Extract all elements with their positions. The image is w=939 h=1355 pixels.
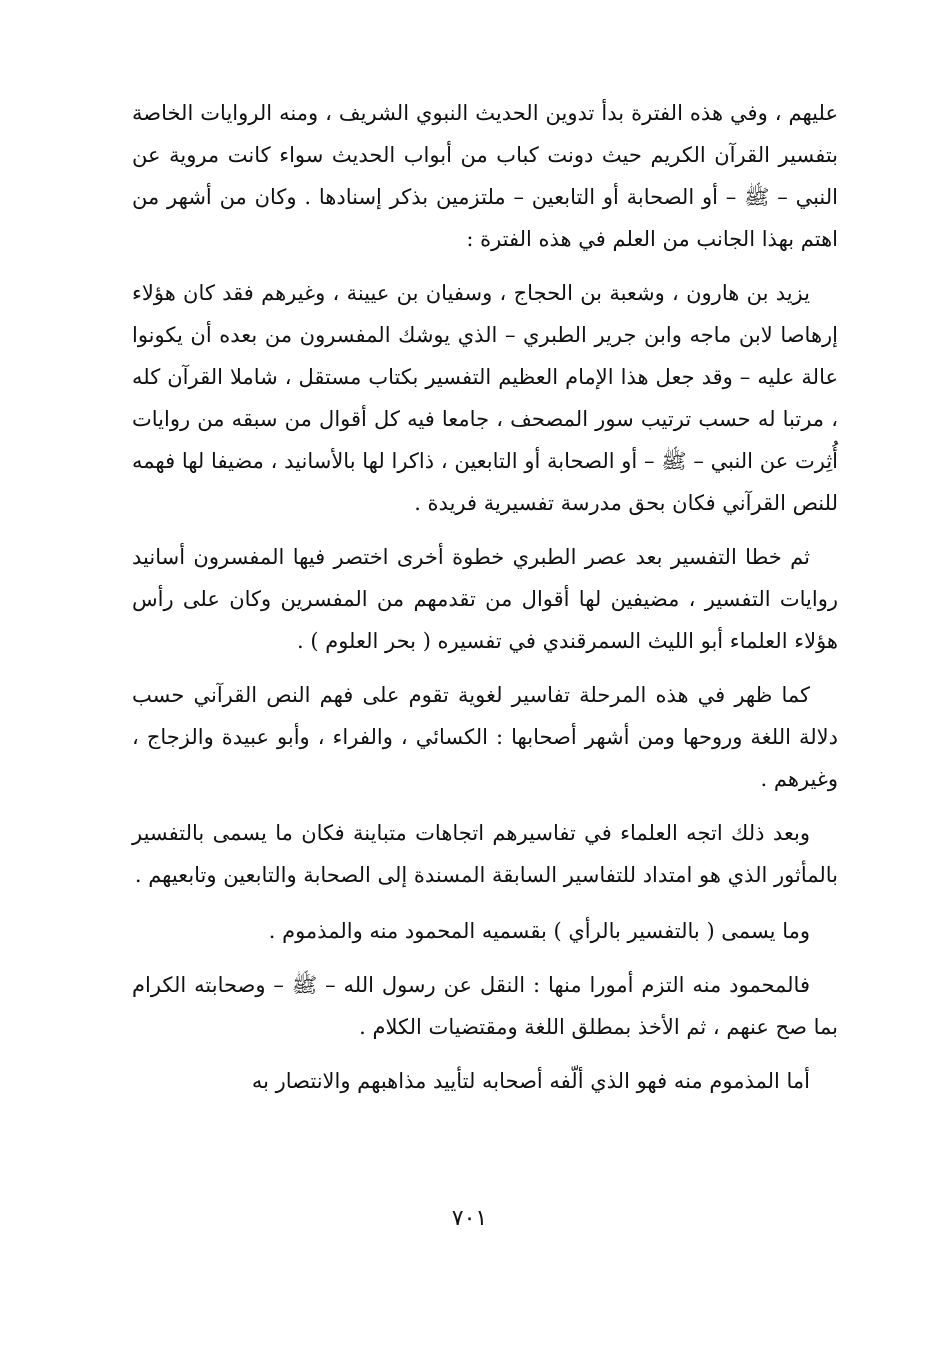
paragraph-3: ثم خطا التفسير بعد عصر الطبري خطوة أخرى اختصر فيها المفسرون أسانيد روايات التفسير ، مضيفين لها أقوال من تقدمهم من المفسرين وكان على رأس هؤلاء العلماء أبو الليث السمرقندي في تفسيره ( بحر العلوم ) . <box>132 545 838 653</box>
paragraph-2: يزيد بن هارون ، وشعبة بن الحجاج ، وسفيان بن عيينة ، وغيرهم فقد كان هؤلاء إرهاصا لابن ماجه وابن جرير الطبري – الذي يوشك المفسرون من بعده أن يكونوا عالة عليه – وقد جعل هذا الإمام العظيم التفسير بكتاب مستقل ، شاملا القرآن كله ، مرتبا له حسب ترتيب سور المصحف ، جامعا فيه كل أقوال من سبقه من روايات أُثِرت عن النبي – ﷺ – أو الصحابة أو التابعين ، ذاكرا لها بالأسانيد ، مضيفا لها فهمه للنص القرآني فكان بحق مدرسة تفسيرية فريدة . <box>132 281 838 515</box>
paragraph-6: وما يسمى ( بالتفسير بالرأي ) بقسميه المحمود منه والمذموم . <box>268 919 810 943</box>
paragraph-7: فالمحمود منه التزم أمورا منها : النقل عن رسول الله – ﷺ – وصحابته الكرام بما صح عنهم ، ثم الأخذ بمطلق اللغة ومقتضيات الكلام . <box>132 973 838 1039</box>
paragraph-4: كما ظهر في هذه المرحلة تفاسير لغوية تقوم على فهم النص القرآني حسب دلالة اللغة وروحها ومن أشهر أصحابها : الكسائي ، والفراء ، وأبو عبيدة والزجاج ، وغيرهم . <box>132 683 838 791</box>
page-number: ٧٠١ <box>451 1206 488 1231</box>
paragraph-1: عليهم ، وفي هذه الفترة بدأ تدوين الحديث النبوي الشريف ، ومنه الروايات الخاصة بتفسير القرآن الكريم حيث دونت كباب من أبواب الحديث سواء كانت مروية عن النبي – ﷺ – أو الصحابة أو التابعين – ملتزمين بذكر إسنادها . وكان من أشهر من اهتم بهذا الجانب من العلم في هذه الفترة : <box>132 101 838 251</box>
page-body <box>132 92 838 1102</box>
paragraph-5: وبعد ذلك اتجه العلماء في تفاسيرهم اتجاهات متباينة فكان ما يسمى بالتفسير بالمأثور الذي هو امتداد للتفاسير السابقة المسندة إلى الصحابة والتابعين وتابعيهم . <box>132 821 838 887</box>
paragraph-8: أما المذموم منه فهو الذي ألّفه أصحابه لتأييد مذاهبهم والانتصار به <box>251 1069 810 1093</box>
